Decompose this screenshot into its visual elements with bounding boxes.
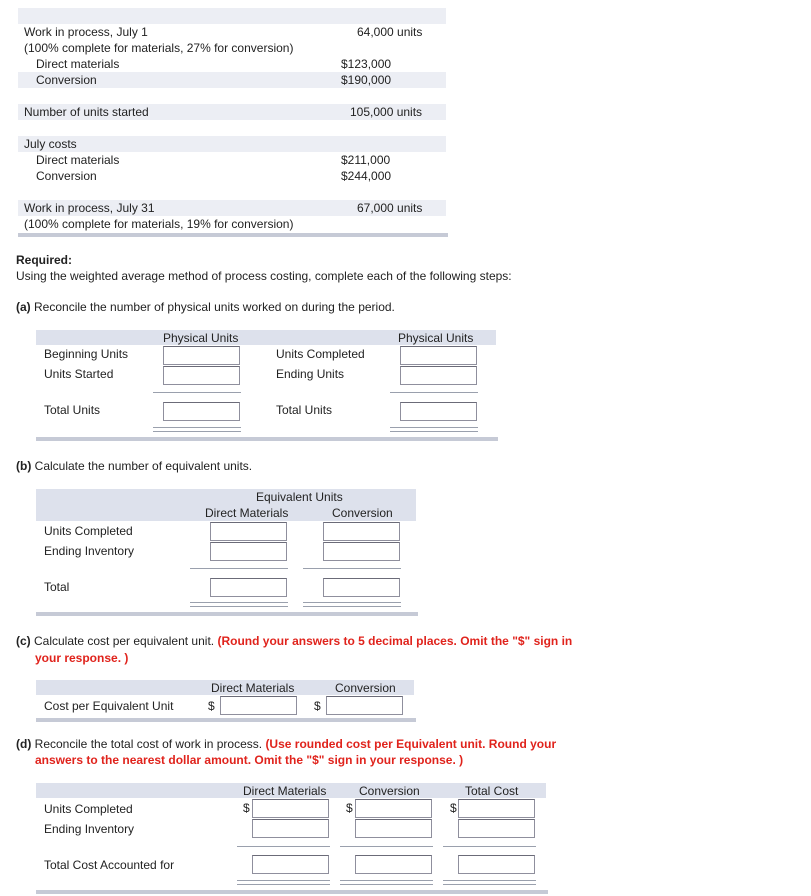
units-started-row-label: Units Started	[44, 367, 114, 381]
part-c-col2: Conversion	[335, 681, 396, 695]
part-b-dm-subtotal-line	[190, 568, 288, 569]
equiv-conv-ending-input[interactable]	[323, 542, 400, 561]
part-a-right-total-input[interactable]	[400, 402, 477, 421]
beginning-units-input[interactable]	[163, 346, 240, 365]
part-c-heading-line1	[16, 634, 572, 648]
part-d-instruction-2: answers to the nearest dollar amount. Omit the "$" sign in your response. )	[35, 753, 464, 767]
part-a-right-subtotal-line	[390, 392, 478, 393]
part-d-dm-subtotal-line	[237, 846, 330, 847]
cost-total-completed-input[interactable]	[458, 799, 535, 818]
equiv-conv-total-input[interactable]	[323, 578, 400, 597]
part-b-col1: Direct Materials	[205, 506, 289, 520]
part-d-instruction-1: (Use rounded cost per Equivalent unit. Round your	[265, 737, 557, 751]
cost-conv-total-input[interactable]	[355, 855, 432, 874]
part-d-conv-dollar: $	[346, 801, 353, 815]
cost-total-total-input[interactable]	[458, 855, 535, 874]
cost-per-unit-dm-input[interactable]	[220, 696, 297, 715]
wip-july31-label: Work in process, July 31	[24, 201, 155, 215]
conv-value: $190,000	[341, 73, 392, 87]
july-dm-value: $211,000	[341, 153, 391, 167]
part-d-conv-subtotal-line	[340, 846, 433, 847]
part-a-right-total-double-line	[390, 427, 478, 432]
units-started-value: 105,000 units	[350, 105, 423, 119]
part-b-total-label: Total	[44, 580, 70, 594]
part-d-total-total-double-line	[443, 880, 536, 885]
part-c-col1: Direct Materials	[211, 681, 295, 695]
conv-label: Conversion	[36, 73, 97, 87]
ending-units-input[interactable]	[400, 366, 477, 385]
part-b-header-top: Equivalent Units	[256, 490, 343, 504]
july-costs-label: July costs	[24, 137, 77, 151]
equiv-dm-total-input[interactable]	[210, 578, 287, 597]
dm-label: Direct materials	[36, 57, 120, 71]
units-completed-input[interactable]	[400, 346, 477, 365]
equiv-dm-completed-input[interactable]	[210, 522, 287, 541]
part-a-right-total-label: Total Units	[276, 403, 333, 417]
cost-conv-ending-input[interactable]	[355, 819, 432, 838]
part-b-prefix: (b)	[16, 459, 32, 473]
wip-july31-note: (100% complete for materials, 19% for conversion)	[24, 217, 294, 231]
required-text: Using the weighted average method of process costing, complete each of the following steps:	[16, 269, 512, 283]
part-a-left-header: Physical Units	[163, 331, 239, 345]
part-d-col3: Total Cost	[465, 784, 519, 798]
equiv-conv-completed-input[interactable]	[323, 522, 400, 541]
cost-dm-completed-input[interactable]	[252, 799, 329, 818]
cost-per-unit-conv-input[interactable]	[326, 696, 403, 715]
part-d-col1: Direct Materials	[243, 784, 327, 798]
part-d-units-completed-label: Units Completed	[44, 802, 133, 816]
dm-value: $123,000	[341, 57, 392, 71]
part-b-bottom-rule	[36, 612, 418, 616]
given-row-bg-1	[18, 8, 446, 24]
part-a-left-total-label: Total Units	[44, 403, 101, 417]
wip-july1-label: Work in process, July 1	[24, 25, 148, 39]
part-b-conv-subtotal-line	[303, 568, 401, 569]
july-conv-value: $244,000	[341, 169, 392, 183]
cost-total-ending-input[interactable]	[458, 819, 535, 838]
part-d-heading-line1	[16, 737, 556, 751]
ending-units-label: Ending Units	[276, 367, 345, 381]
part-a-left-subtotal-line	[153, 392, 241, 393]
part-b-units-completed-label: Units Completed	[44, 524, 133, 538]
part-c-instruction-1: (Round your answers to 5 decimal places. Omit the "$" sign in	[217, 634, 573, 648]
part-d-conv-total-double-line	[340, 880, 433, 885]
part-a-title: Reconcile the number of physical units worked on during the period.	[30, 300, 395, 314]
cost-dm-total-input[interactable]	[252, 855, 329, 874]
required-title: Required:	[16, 253, 73, 267]
part-d-ending-inventory-label: Ending Inventory	[44, 822, 135, 836]
wip-july31-value: 67,000 units	[357, 201, 423, 215]
part-c-dm-dollar: $	[208, 699, 215, 713]
units-completed-label: Units Completed	[276, 347, 365, 361]
beginning-units-label: Beginning Units	[44, 347, 129, 361]
units-started-label: Number of units started	[24, 105, 149, 119]
wip-july1-value: 64,000 units	[357, 25, 423, 39]
part-d-dm-total-double-line	[237, 880, 330, 885]
part-d-bottom-rule	[36, 890, 548, 894]
part-a-bottom-rule	[36, 437, 498, 441]
part-c-conv-dollar: $	[314, 699, 321, 713]
part-d-prefix: (d)	[16, 737, 32, 751]
part-b-dm-total-double-line	[190, 602, 288, 607]
part-c-instruction-2: your response. )	[35, 651, 129, 665]
wip-july1-note: (100% complete for materials, 27% for conversion)	[24, 41, 294, 55]
given-row-bg-4	[18, 136, 446, 152]
part-b-ending-inventory-label: Ending Inventory	[44, 544, 135, 558]
part-b-conv-total-double-line	[303, 602, 401, 607]
total-cost-accounted-label: Total Cost Accounted for	[44, 858, 175, 872]
part-d-col2: Conversion	[359, 784, 420, 798]
part-b-heading	[16, 459, 252, 473]
part-c-bottom-rule	[36, 718, 416, 722]
part-c-title: Calculate cost per equivalent unit.	[30, 634, 218, 648]
cost-conv-completed-input[interactable]	[355, 799, 432, 818]
part-a-left-total-input[interactable]	[163, 402, 240, 421]
part-d-title: Reconcile the total cost of work in process.	[31, 737, 266, 751]
part-c-prefix: (c)	[16, 634, 31, 648]
part-a-heading	[16, 300, 395, 314]
part-b-title: Calculate the number of equivalent units.	[31, 459, 253, 473]
cost-dm-ending-input[interactable]	[252, 819, 329, 838]
cost-per-equiv-label: Cost per Equivalent Unit	[44, 699, 174, 713]
units-started-input[interactable]	[163, 366, 240, 385]
july-conv-label: Conversion	[36, 169, 97, 183]
july-dm-label: Direct materials	[36, 153, 120, 167]
part-b-col2: Conversion	[332, 506, 393, 520]
part-a-prefix: (a)	[16, 300, 31, 314]
part-d-total-dollar: $	[450, 801, 457, 815]
equiv-dm-ending-input[interactable]	[210, 542, 287, 561]
part-a-left-total-double-line	[153, 427, 241, 432]
part-a-right-header: Physical Units	[398, 331, 474, 345]
part-d-dm-dollar: $	[243, 801, 250, 815]
part-d-total-subtotal-line	[443, 846, 536, 847]
given-bottom-rule	[18, 233, 448, 237]
